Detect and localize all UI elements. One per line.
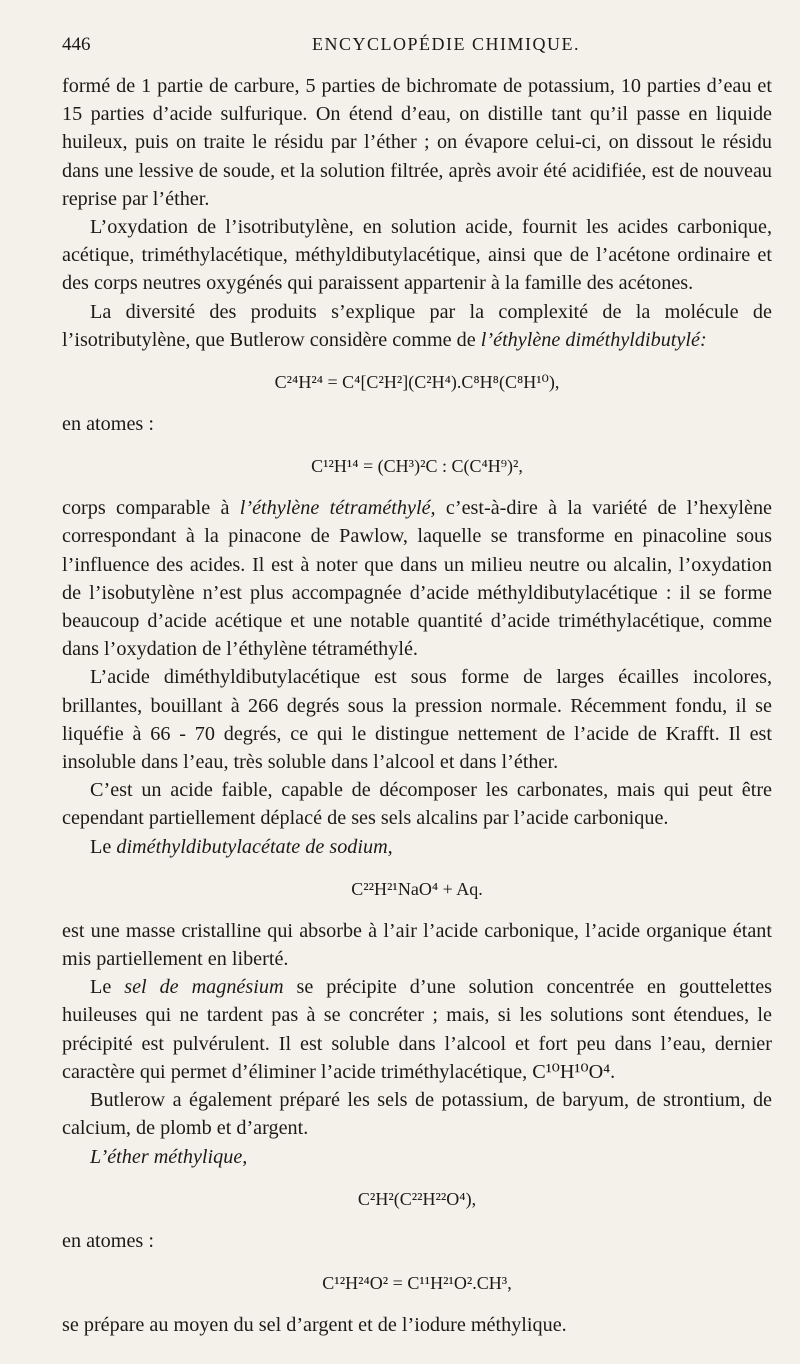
paragraph-11 bbox=[62, 1143, 772, 1171]
formula-1-label: en atomes : bbox=[62, 413, 154, 436]
formula-2: C¹²H¹⁴ = (CH³)²C : C(C⁴H⁹)², bbox=[311, 456, 523, 477]
paragraph-9-italic: sel de magnésium bbox=[124, 976, 284, 999]
page-header bbox=[62, 34, 772, 64]
paragraph-9-text-before: Le bbox=[90, 976, 125, 999]
paragraph-7-italic: diméthyldibutylacétate de sodium, bbox=[116, 835, 393, 858]
formula-4-label: en atomes : bbox=[62, 1229, 154, 1252]
paragraph-5: L’acide diméthyldibutylacétique est sous forme de larges écailles incolores, brillantes, bouillant à 266 degrés sous la pression normale. Récemment fondu, il se liquéfie à 66 - 70 degrés, ce qui le distingue nettement de l’acide de Krafft. Il est insoluble dans l’eau, très soluble dans l’alcool et dans l’éther. bbox=[62, 666, 772, 774]
page-body bbox=[62, 72, 772, 1339]
paragraph-3-text: La diversité des produits s’explique par la complexité de la molécule de l’isotributylène, que Butlerow considère comme de bbox=[62, 300, 772, 351]
paragraph-2: L’oxydation de l’isotributylène, en solution acide, fournit les acides carbonique, acétique, triméthylacétique, méthyldibutylacétique, ainsi que de l’acétone ordinaire et des corps neutres oxygénés qui paraissent appartenir à la famille des acétones. bbox=[62, 216, 772, 295]
page-number: 446 bbox=[62, 34, 91, 55]
paragraph-6: C’est un acide faible, capable de décomposer les carbonates, mais qui peut être cependant partiellement déplacé de ses sels alcalins par l’acide carbonique. bbox=[62, 779, 772, 830]
paragraph-1: formé de 1 partie de carbure, 5 parties de bichromate de potassium, 10 parties d’eau et 15 parties d’acide sulfurique. On étend d’eau, on distille tant qu’il passe en liquide huileux, puis on traite le résidu par l’éther ; on évapore celui-ci, on dissout le résidu dans une lessive de soude, et la solution filtrée, après avoir été acidifiée, est de nouveau reprise par l’éther. bbox=[62, 75, 772, 210]
paragraph-8: est une masse cristalline qui absorbe à l’air l’acide carbonique, l’acide organique étant mis partiellement en liberté. bbox=[62, 919, 772, 971]
paragraph-4-italic: l’éthylène tétraméthylé, bbox=[239, 497, 436, 520]
paragraph-4 bbox=[62, 494, 772, 663]
formula-3: C²²H²¹NaO⁴ + Aq. bbox=[351, 878, 483, 899]
paragraph-3 bbox=[62, 298, 772, 354]
paragraph-4-text-before: corps comparable à bbox=[62, 497, 240, 520]
paragraph-10: Butlerow a également préparé les sels de potassium, de baryum, de strontium, de calcium, de plomb et d’argent. bbox=[62, 1089, 772, 1140]
paragraph-3-italic: l’éthylène diméthyldibutylé: bbox=[480, 328, 707, 351]
running-head: ENCYCLOPÉDIE CHIMIQUE. bbox=[312, 34, 580, 54]
paragraph-11-italic: L’éther méthylique, bbox=[90, 1145, 248, 1168]
paragraph-12: se prépare au moyen du sel d’argent et de l’iodure méthylique. bbox=[62, 1313, 567, 1336]
paragraph-9-text-after: se précipite d’une solution concentrée en gouttelettes huileuses qui ne tardent pas à se concréter ; mais, si les solutions sont étendues, le précipité est pulvérulent. Il est soluble dans l’alcool et fort peu dans l’eau, dernier caractère qui permet d’éliminer l’acide triméthylacétique, C¹⁰H¹⁰O⁴. bbox=[62, 976, 773, 1083]
paragraph-7-text: Le bbox=[90, 835, 117, 858]
formula-5: C¹²H²⁴O² = C¹¹H²¹O².CH³, bbox=[322, 1272, 512, 1293]
paragraph-9 bbox=[62, 973, 772, 1086]
formula-1: C²⁴H²⁴ = C⁴[C²H²](C²H⁴).C⁸H⁸(C⁸H¹⁰), bbox=[274, 372, 560, 393]
formula-4: C²H²(C²²H²²O⁴), bbox=[357, 1188, 477, 1209]
paragraph-4-text-after: c’est-à-dire à la variété de l’hexylène correspondant à la pinacone de Pawlow, laquelle se transforme en pinacoline sous l’influence des acides. Il est à noter que dans un milieu neutre ou alcalin, l’oxydation de l’isobutylène n’est plus accompagnée d’acide méthyldibutylacétique : il se forme beaucoup d’acide acétique et une notable quantité d’acide triméthylacétique, comme dans l’oxydation de l’éthylène tétraméthylé. bbox=[62, 497, 773, 661]
paragraph-7 bbox=[62, 833, 772, 861]
